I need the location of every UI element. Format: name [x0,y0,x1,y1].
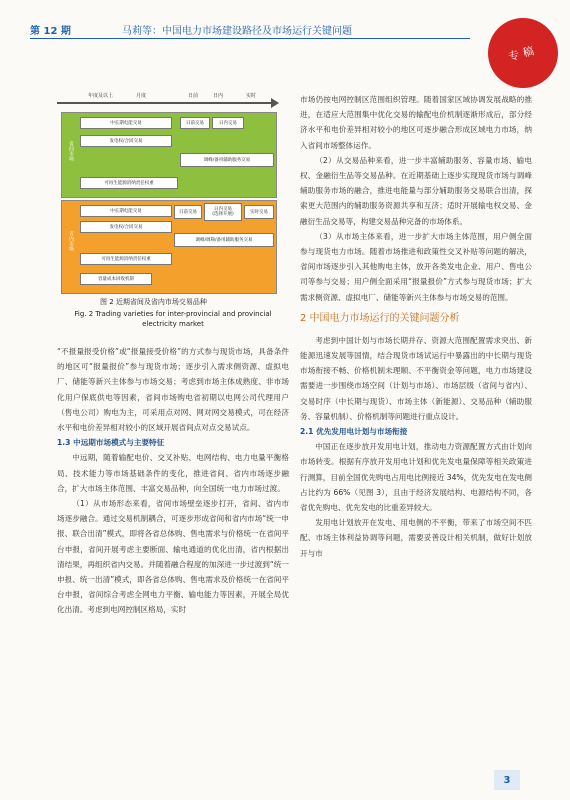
timeline-label-realtime: 实时 [246,93,257,99]
timeline-arrow-line [57,102,271,104]
paragraph: （1）从市场形态来看，省间市场壁垒逐步打开，省间、省内市场逐步融合。通过交易机制耦合，可逐步形成省间和省内市场“统一申报、联合出清”模式，即将各省总体购、售电需求与价格统一在省间平台申报，省间开展考虑主要断面、输电通道的优化出清，省内根据出清结果，再组织省内交易。并随着融合程度的加深进一步过渡到“统一申报、统一出清”模式，即各省总体购、售电需求及价格统一在省间平台申报，省间综合考虑全网电力平衡、输电能力等因素，开展全局优化出清。考虑到电网控制区格局，实时 [57,499,289,615]
paragraph: 中远期，随着输配电价、交叉补贴、电网结构、电力电量平衡格局、技术能力等市场基础条件的变化，推进省间、省内市场逐步融合，扩大市场主体范围、丰富交易品种，向全国统一电力市场过渡。 [57,453,289,493]
timeline-axis [57,92,279,108]
box-intra-capacity: 容量成本回收机制 [80,273,152,285]
paragraph: （3）从市场主体来看，进一步扩大市场主体范围，用户侧全面参与现货电力市场。随着市场推进和政策性交叉补贴等问题的解决，省间市场逐步引入其他购电主体，放开各类发电企业、用户、售电公司等参与交易；用户侧全面采用“报量报价”方式参与现货市场；扩大需求侧资源、虚拟电厂、储能等新兴主体参与市场交易的范围。 [300,231,532,302]
box-inter-genright: 发电权/合同交易 [80,135,172,147]
box-inter-renewable: 可再生能源消纳责任权重 [80,177,178,189]
header-rule [30,38,470,39]
box-intra-renewable: 可再生能源消纳责任权重 [80,253,172,265]
paragraph: 考虑到中国计划与市场长期并存、资源大范围配置需求突出、新能源迅速发展等国情，结合现货市场试运行中暴露出的中长期与现货市场衔接不畅、价格机制未理顺、不平衡资金等问题，电力市场建设需要进一步围绕市场空间（计划与市场）、市场层级（省间与省内）、交易时序（中长期与现货）、市场主体（新能源）、交易品种（辅助服务、容量机制）、价格机制等问题进行重点设计。 [300,335,532,421]
intra-provincial-label: 省内市场 [68,231,74,251]
section-heading-2: 2 中国电力市场运行的关键问题分析 [300,312,460,324]
page-number: 3 [494,770,520,790]
box-intra-longterm: 中长期电能交易 [80,205,172,217]
inter-provincial-region [61,112,277,198]
box-inter-longterm: 中长期电能交易 [80,117,172,129]
box-intra-realtime: 实时交易 [244,205,274,219]
box-inter-intraday: 日内交易 [212,117,244,129]
timeline-label-month: 月度 [136,93,147,99]
section-heading-2-1: 2.1 优先发用电计划与市场衔接 [300,427,408,437]
figure-caption-en: Fig. 2 Trading varieties for inter-provincial and provincial electricity market [74,310,272,328]
box-intra-dayahead: 日前交易 [174,205,202,219]
timeline-label-intraday: 日内 [213,93,224,99]
paragraph: 发用电计划放开在发电、用电侧的不平衡，带来了市场空间不匹配、市场主体利益协调等问题，需要妥善设计相关机制，做好计划放开与市 [300,518,532,558]
left-column [57,344,289,618]
box-intra-genright: 发电权/合同交易 [80,221,172,233]
intra-provincial-region [61,200,277,294]
timeline-label-annual: 年度及以上 [88,93,114,99]
timeline-label-dayahead: 日前 [188,93,199,99]
box-intra-intraday: 日内交易 (选择开展) [204,203,242,221]
inter-provincial-label: 省间市场 [68,141,74,161]
figure-2 [57,92,279,290]
column-stamp [488,18,558,88]
box-inter-ancillary: 调峰/备用辅助服务交易 [180,153,274,167]
right-column [300,92,532,561]
paragraph: （2）从交易品种来看，进一步丰富辅助服务、容量市场、输电权、金融衍生品等交易品种。在近期基础上逐步实现现货市场与调峰辅助服务市场的融合，推进电能量与部分辅助服务交易联合出清，探索更大范围内的辅助服务资源共享和互济；适时开展输电权交易、金融衍生品交易等，构建交易品种完备的市场体系。 [300,155,532,226]
issue-number: 第 12 期 [30,26,71,37]
box-intra-ancillary: 调峰/调频/备用辅助服务交易 [174,233,274,247]
paragraph: 市场仍按电网控制区范围组织管理。随着国家区域协调发展战略的推进，在适应大范围集中优化交易的输配电价机制逐渐形成后，部分经济水平和电价差异相对较小的地区可逐步融合形成区域电力市场，纳入省间市场整体运作。 [300,95,532,150]
box-inter-dayahead: 日前交易 [180,117,210,129]
stamp-text: 专稿 [506,43,540,64]
running-title: 马莉等：中国电力市场建设路径及市场运行关键问题 [122,26,352,37]
timeline-arrow-head [271,98,279,108]
paragraph: “不报量报受价格”或“报量接受价格”的方式参与现货市场，具备条件的地区可“报量报价”参与现货市场；逐步引入需求侧资源、虚拟电厂、储能等新兴主体参与市场交易；考虑到市场主体成熟度、非市场化用户保底供电等因素，省间市场购电省初期以电网公司代理用户（售电公司）购电为主，可采用点对网、网对网交易模式，可在经济水平和电价差异相对较小的区域开展省间点对点交易试点。 [57,347,289,433]
paragraph: 中国正在逐步放开发用电计划，推动电力资源配置方式由计划向市场转变。根据有序放开发用电计划和优先发电量保障等相关政策进行测算，目前全国优先购电占用电比例接近 34%，优先发电在发电侧占比约为 66%（见图 3），且由于经济发展结构、电源结构不同，各省优先购电、优先发电的比重差异较大。 [300,442,532,513]
figure-caption-cn: 图 2 近期省间及省内市场交易品种 [100,298,207,306]
section-heading-1-3: 1.3 中远期市场模式与主要特征 [57,438,165,448]
